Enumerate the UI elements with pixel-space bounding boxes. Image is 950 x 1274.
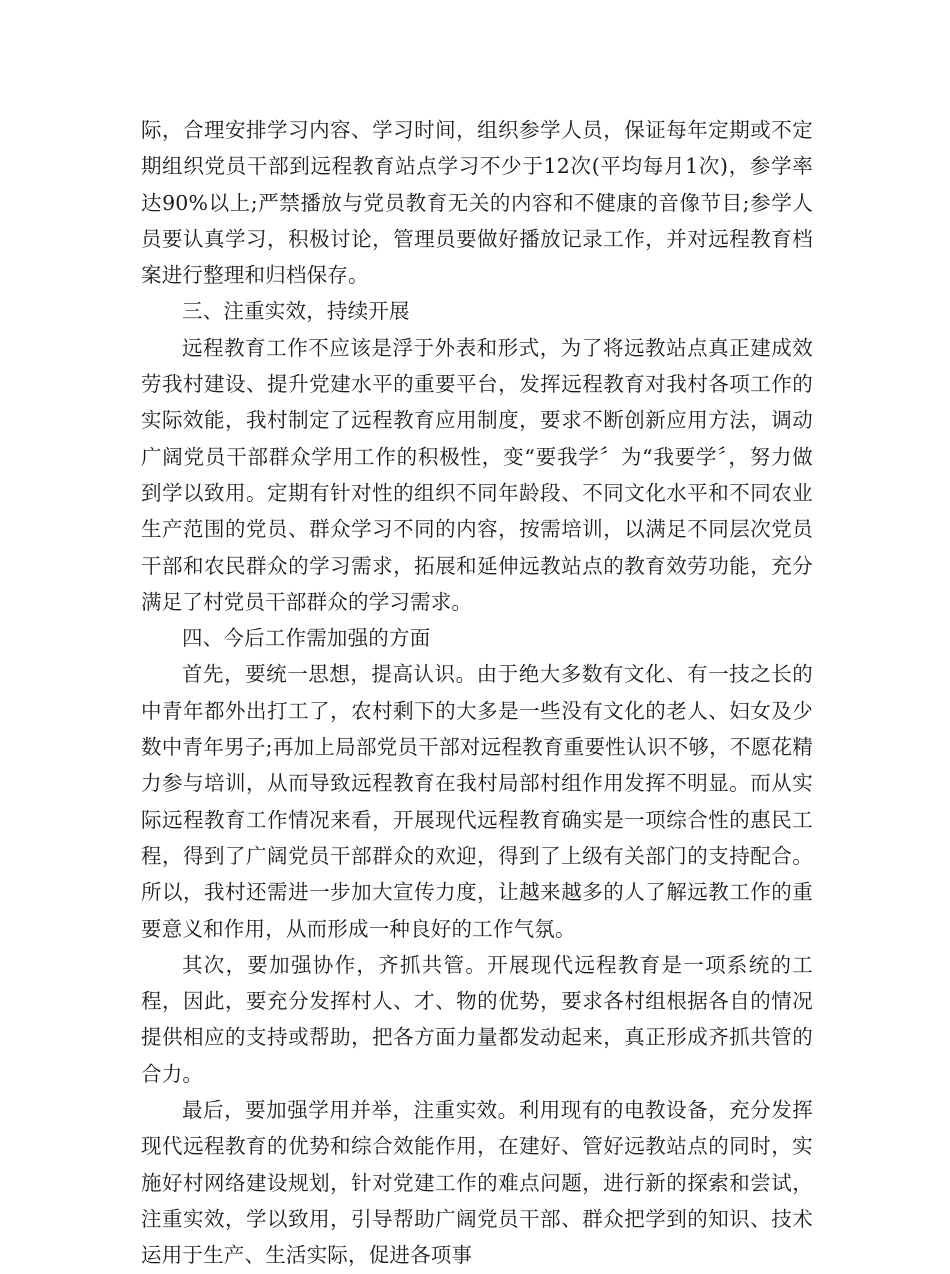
paragraph-continuation: 际，合理安排学习内容、学习时间，组织参学人员，保证每年定期或不定期组织党员干部到远程教育站点学习不少于12次(平均每月1次)，参学率达90%以上;严禁播放与党员教育无关的内容和不健康的音像节目;参学人员要认真学习，积极讨论，管理员要做好播放记录工作，并对远程教育档案进行整理和归档保存。: [141, 118, 813, 288]
paragraph-remote-education-effect: 远程教育工作不应该是浮于外表和形式，为了将远教站点真正建成效劳我村建设、提升党建水平的重要平台，发挥远程教育对我村各项工作的实际效能，我村制定了远程教育应用制度，要求不断创新应用方法，调动广阔党员干部群众学用工作的积极性，变“要我学〞为“我要学〞，努力做到学以致用。定期有针对性的组织不同年龄段、不同文化水平和不同农业生产范围的党员、群众学习不同的内容，按需培训，以满足不同层次党员干部和农民群众的学习需求，拓展和延伸远教站点的教育效劳功能，充分满足了村党员干部群众的学习需求。: [141, 335, 813, 614]
document-body: [141, 112, 813, 1274]
paragraph-last-learn-and-apply: 最后，要加强学用并举，注重实效。利用现有的电教设备，充分发挥现代远程教育的优势和综合效能作用，在建好、管好远教站点的同时，实施好村网络建设规划，针对党建工作的难点问题，进行新的探索和尝试，注重实效，学以致用，引导帮助广阔党员干部、群众把学到的知识、技术运用于生产、生活实际，促进各项事: [141, 1098, 813, 1268]
section-heading-three: 三、注重实效，持续开展: [182, 299, 410, 324]
paragraph-first-unify-thinking: 首先，要统一思想，提高认识。由于绝大多数有文化、有一技之长的中青年都外出打工了，农村剩下的大多是一些没有文化的老人、妇女及少数中青年男子;再加上局部党员干部对远程教育重要性认识不够，不愿花精力参与培训，从而导致远程教育在我村局部村组作用发挥不明显。而从实际远程教育工作情况来看，开展现代远程教育确实是一项综合性的惠民工程，得到了广阔党员干部群众的欢迎，得到了上级有关部门的支持配合。所以，我村还需进一步加大宣传力度，让越来越多的人了解远教工作的重要意义和作用，从而形成一种良好的工作气氛。: [141, 662, 813, 941]
paragraph-second-cooperation: 其次，要加强协作，齐抓共管。开展现代远程教育是一项系统的工程，因此，要充分发挥村人、才、物的优势，要求各村组根据各自的情况提供相应的支持或帮助，把各方面力量都发动起来，真正形成齐抓共管的合力。: [141, 952, 813, 1086]
section-heading-four: 四、今后工作需加强的方面: [182, 626, 431, 651]
